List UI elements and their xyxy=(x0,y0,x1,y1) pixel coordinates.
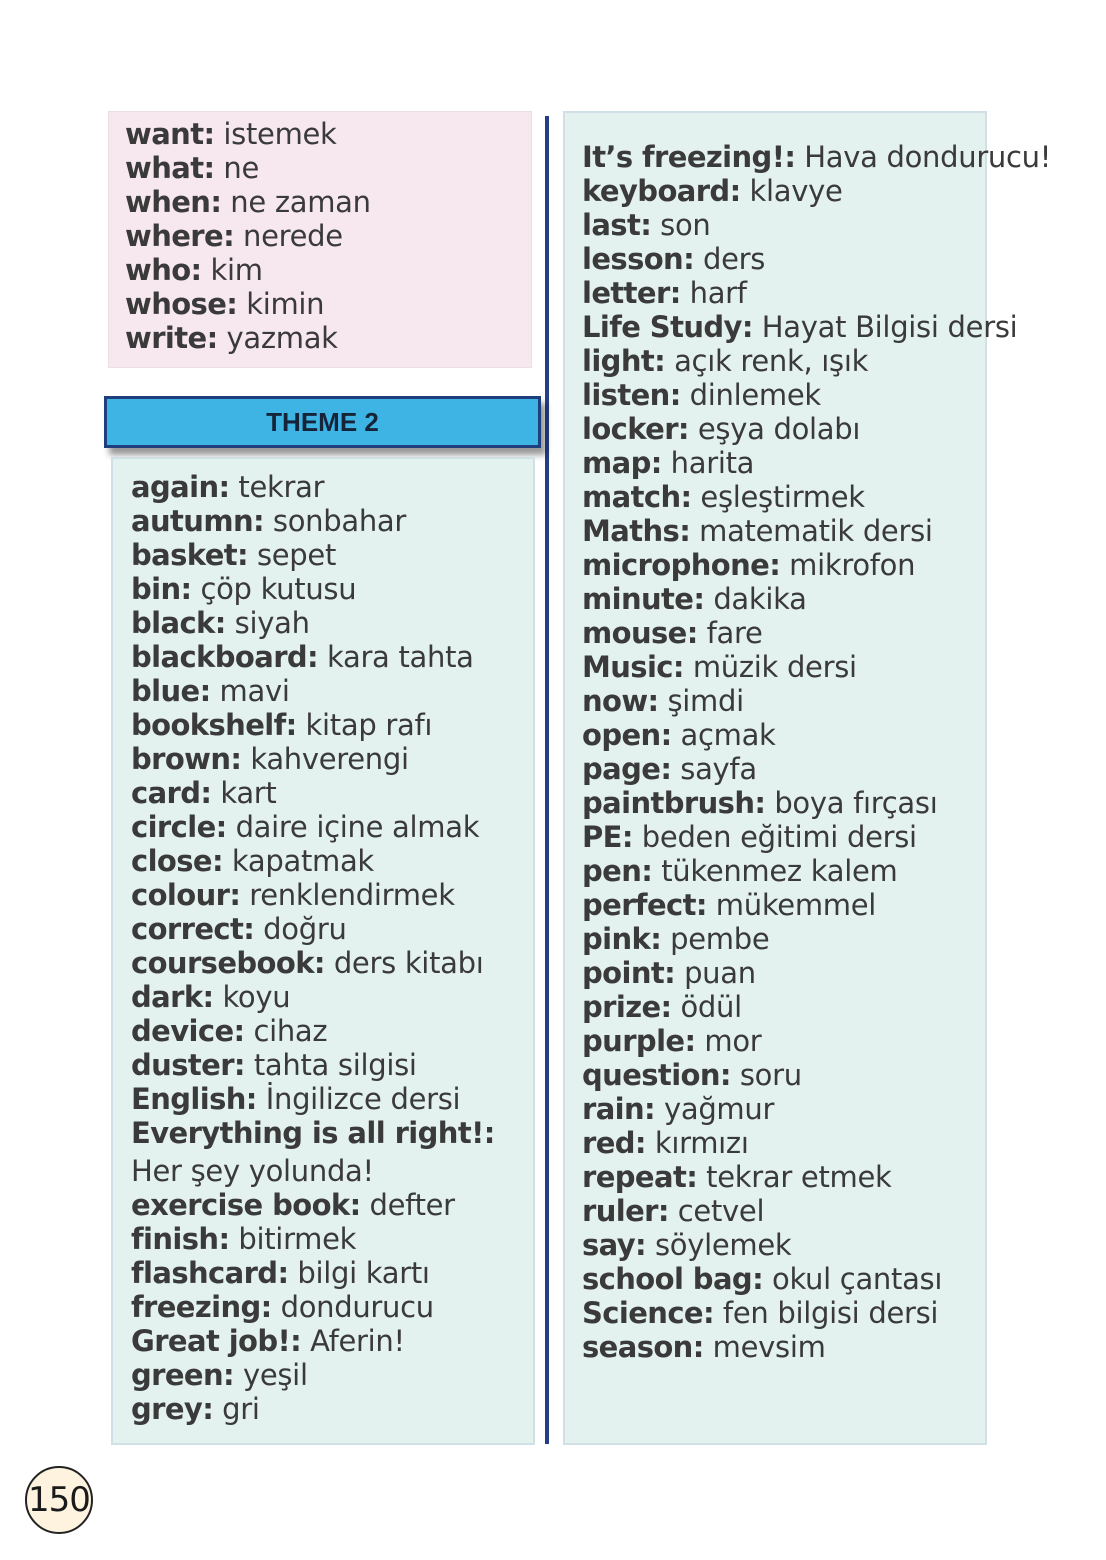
vocab-entry xyxy=(582,1092,985,1126)
vocab-meaning: mikrofon xyxy=(789,548,916,582)
vocab-meaning: defter xyxy=(369,1188,455,1222)
vocab-entry xyxy=(582,242,985,276)
vocab-meaning: açmak xyxy=(680,718,776,752)
vocab-meaning: renklendirmek xyxy=(249,878,455,912)
vocab-entry xyxy=(131,1392,533,1426)
vocab-word: red: xyxy=(582,1126,646,1160)
vocab-meaning: mükemmel xyxy=(715,888,877,922)
right-vocabulary-box xyxy=(563,111,1052,1445)
vocab-word: black: xyxy=(131,606,226,640)
vocab-entry xyxy=(582,820,985,854)
vocab-meaning: mor xyxy=(704,1024,762,1058)
vocab-meaning: fare xyxy=(706,616,763,650)
vocab-word: want: xyxy=(125,117,215,151)
vocab-meaning: açık renk, ışık xyxy=(674,344,869,378)
vocab-word: brown: xyxy=(131,742,242,776)
vocab-entry xyxy=(125,117,531,151)
vocab-word: now: xyxy=(582,684,659,718)
vocab-word: write: xyxy=(125,321,218,355)
vocab-entry xyxy=(131,504,533,538)
vocab-meaning: tahta silgisi xyxy=(253,1048,417,1082)
vocab-word: English: xyxy=(131,1082,257,1116)
vocab-meaning: kapatmak xyxy=(231,844,374,878)
vocab-meaning: İngilizce dersi xyxy=(265,1082,461,1116)
vocab-word: microphone: xyxy=(582,548,781,582)
vocab-meaning: gri xyxy=(222,1392,260,1426)
vocab-word: lesson: xyxy=(582,242,695,276)
vocab-entry xyxy=(131,1358,533,1392)
vocab-word: card: xyxy=(131,776,212,810)
vocab-meaning: kim xyxy=(210,253,263,287)
vocab-meaning: tükenmez kalem xyxy=(661,854,898,888)
vocab-entry xyxy=(131,946,533,980)
vocab-entry xyxy=(582,344,985,378)
vocab-entry xyxy=(582,1228,985,1262)
vocab-word: pen: xyxy=(582,854,653,888)
vocab-entry xyxy=(131,1082,533,1116)
vocab-word: device: xyxy=(131,1014,245,1048)
vocab-word: autumn: xyxy=(131,504,264,538)
vocab-word: exercise book: xyxy=(131,1188,361,1222)
vocab-word: correct: xyxy=(131,912,255,946)
vocab-word: light: xyxy=(582,344,666,378)
vocab-word: map: xyxy=(582,446,662,480)
vocab-meaning: sayfa xyxy=(680,752,757,786)
vocab-meaning: Hayat Bilgisi dersi xyxy=(761,310,1018,344)
vocab-meaning: kitap rafı xyxy=(305,708,433,742)
vocab-word: Music: xyxy=(582,650,684,684)
vocab-meaning: tekrar etmek xyxy=(706,1160,892,1194)
vocab-word: where: xyxy=(125,219,235,253)
vocab-word: school bag: xyxy=(582,1262,764,1296)
vocab-entry xyxy=(131,980,533,1014)
vocab-word: minute: xyxy=(582,582,705,616)
vocab-entry xyxy=(131,606,533,640)
vocab-meaning: mevsim xyxy=(712,1330,826,1364)
vocab-entry xyxy=(125,287,531,321)
vocab-entry xyxy=(582,718,985,752)
vocab-entry xyxy=(582,1024,985,1058)
vocab-word: last: xyxy=(582,208,652,242)
vocab-word: when: xyxy=(125,185,222,219)
vocab-entry xyxy=(582,616,985,650)
vocab-entry xyxy=(582,140,1052,174)
vocab-word: Life Study: xyxy=(582,310,753,344)
vocab-entry xyxy=(131,742,533,776)
vocab-word: season: xyxy=(582,1330,704,1364)
vocab-meaning: kahverengi xyxy=(250,742,409,776)
vocab-word: question: xyxy=(582,1058,731,1092)
vocab-entry xyxy=(582,990,985,1024)
vocab-meaning: dondurucu xyxy=(280,1290,434,1324)
theme2-vocabulary-list xyxy=(131,470,533,1426)
vocab-meaning: son xyxy=(660,208,711,242)
vocab-word: paintbrush: xyxy=(582,786,766,820)
vocab-entry xyxy=(131,878,533,912)
vocab-entry xyxy=(582,922,985,956)
vocab-meaning: harita xyxy=(670,446,755,480)
vocab-word: whose: xyxy=(125,287,238,321)
vocab-meaning: Her şey yolunda! xyxy=(131,1154,374,1188)
vocab-entry xyxy=(131,1014,533,1048)
vocab-word: finish: xyxy=(131,1222,230,1256)
vocab-word: point: xyxy=(582,956,676,990)
vocab-meaning: kart xyxy=(220,776,277,810)
vocab-meaning: fen bilgisi dersi xyxy=(722,1296,939,1330)
vocab-word: purple: xyxy=(582,1024,696,1058)
vocab-entry xyxy=(582,310,1018,344)
vocab-word: ruler: xyxy=(582,1194,669,1228)
vocab-entry xyxy=(131,1256,533,1290)
vocab-entry xyxy=(582,1126,985,1160)
vocab-entry xyxy=(582,684,985,718)
vocab-meaning: eşya dolabı xyxy=(697,412,861,446)
page-number: 150 xyxy=(28,1480,90,1520)
vocab-meaning: soru xyxy=(739,1058,802,1092)
vocab-word: letter: xyxy=(582,276,681,310)
vocab-word: again: xyxy=(131,470,230,504)
vocab-meaning: şimdi xyxy=(667,684,744,718)
vocab-meaning: cetvel xyxy=(677,1194,765,1228)
vocab-entry xyxy=(582,276,985,310)
vocab-entry xyxy=(131,708,533,742)
vocab-entry xyxy=(582,480,985,514)
vocab-entry xyxy=(131,1048,533,1082)
vocab-meaning: boya fırçası xyxy=(774,786,938,820)
vocab-meaning: Aferin! xyxy=(310,1324,405,1358)
vocab-meaning: sonbahar xyxy=(272,504,406,538)
vocab-meaning: koyu xyxy=(222,980,291,1014)
vocab-word: Great job!: xyxy=(131,1324,302,1358)
vocab-entry xyxy=(582,208,985,242)
vocab-meaning: okul çantası xyxy=(772,1262,943,1296)
top-vocabulary-box xyxy=(108,111,532,368)
vocab-meaning: dinlemek xyxy=(689,378,821,412)
vocab-entry xyxy=(582,548,985,582)
vocab-entry xyxy=(582,854,985,888)
vocab-word: prize: xyxy=(582,990,672,1024)
vocab-entry xyxy=(131,1222,533,1256)
vocab-meaning: beden eğitimi dersi xyxy=(641,820,917,854)
vocab-word: grey: xyxy=(131,1392,214,1426)
vocab-word: Maths: xyxy=(582,514,691,548)
vocab-word: close: xyxy=(131,844,223,878)
vocab-word: bin: xyxy=(131,572,192,606)
vocab-word: coursebook: xyxy=(131,946,325,980)
vocab-meaning: kara tahta xyxy=(326,640,474,674)
vocab-word: open: xyxy=(582,718,672,752)
vocab-meaning: matematik dersi xyxy=(699,514,933,548)
page-number-badge xyxy=(25,1466,93,1534)
vocab-entry xyxy=(582,1296,985,1330)
vocab-entry xyxy=(131,674,533,708)
vocab-word: flashcard: xyxy=(131,1256,289,1290)
vocab-word: circle: xyxy=(131,810,227,844)
vocab-word: who: xyxy=(125,253,202,287)
vocab-entry xyxy=(582,412,985,446)
vocab-meaning: söylemek xyxy=(654,1228,792,1262)
right-vocabulary-list xyxy=(582,140,1052,1364)
vocab-word: green: xyxy=(131,1358,235,1392)
vocab-meaning: nerede xyxy=(243,219,343,253)
vocab-entry xyxy=(582,1160,985,1194)
vocab-meaning: kimin xyxy=(246,287,325,321)
vocab-entry xyxy=(582,888,985,922)
vocab-word: PE: xyxy=(582,820,633,854)
vocab-entry xyxy=(131,1290,533,1324)
vocab-entry xyxy=(582,1330,985,1364)
vocab-entry xyxy=(582,514,985,548)
vocab-entry xyxy=(582,786,985,820)
vocab-word: blue: xyxy=(131,674,211,708)
vocab-entry xyxy=(582,1194,985,1228)
vocab-word: Science: xyxy=(582,1296,714,1330)
vocab-meaning: ne zaman xyxy=(230,185,371,219)
vocab-meaning: mavi xyxy=(219,674,290,708)
vocab-entry xyxy=(582,1058,985,1092)
vocab-meaning: Hava dondurucu! xyxy=(804,140,1052,174)
vocab-meaning: cihaz xyxy=(253,1014,328,1048)
vocab-meaning: yazmak xyxy=(226,321,338,355)
vocab-meaning: kırmızı xyxy=(654,1126,749,1160)
vocab-word: basket: xyxy=(131,538,249,572)
vocab-entry xyxy=(125,219,531,253)
vocab-word: keyboard: xyxy=(582,174,741,208)
vocab-word: locker: xyxy=(582,412,689,446)
vocab-meaning: ödül xyxy=(680,990,742,1024)
vocab-entry xyxy=(131,810,533,844)
vocab-entry xyxy=(582,378,985,412)
vocab-meaning: dakika xyxy=(713,582,807,616)
vocab-meaning: çöp kutusu xyxy=(200,572,357,606)
vocab-meaning: bilgi kartı xyxy=(297,1256,430,1290)
vocab-meaning: siyah xyxy=(234,606,310,640)
vocab-word: mouse: xyxy=(582,616,698,650)
vocab-meaning: ne xyxy=(223,151,260,185)
vocab-entry xyxy=(582,650,985,684)
vocab-word: what: xyxy=(125,151,215,185)
vocab-meaning: bitirmek xyxy=(238,1222,357,1256)
vocab-word: It’s freezing!: xyxy=(582,140,796,174)
vocab-meaning: puan xyxy=(684,956,756,990)
vocab-meaning: ders xyxy=(703,242,766,276)
vocab-meaning: harf xyxy=(689,276,747,310)
vocab-entry xyxy=(125,321,531,355)
vocab-entry xyxy=(131,572,533,606)
vocab-word: freezing: xyxy=(131,1290,272,1324)
vocab-entry xyxy=(131,1324,533,1358)
vocab-entry xyxy=(125,253,531,287)
vocab-meaning: istemek xyxy=(223,117,337,151)
vocab-entry xyxy=(131,640,533,674)
vocab-entry xyxy=(582,446,985,480)
vocab-meaning: pembe xyxy=(670,922,770,956)
vocab-word: dark: xyxy=(131,980,214,1014)
theme2-vocabulary-box xyxy=(111,457,535,1445)
vocab-entry xyxy=(131,538,533,572)
vocab-entry xyxy=(131,470,533,504)
vocab-entry xyxy=(125,151,531,185)
theme-banner xyxy=(104,396,541,448)
vocab-word: pink: xyxy=(582,922,662,956)
vocab-word: repeat: xyxy=(582,1160,698,1194)
vocab-entry xyxy=(131,1188,533,1222)
vocab-entry xyxy=(582,752,985,786)
vocab-word: bookshelf: xyxy=(131,708,297,742)
vocab-meaning: doğru xyxy=(263,912,347,946)
vocab-word: colour: xyxy=(131,878,241,912)
vocab-entry xyxy=(582,582,985,616)
vocab-word: listen: xyxy=(582,378,681,412)
top-vocabulary-list xyxy=(125,117,531,355)
vocab-entry xyxy=(131,844,533,878)
vocab-word: perfect: xyxy=(582,888,707,922)
vocab-entry xyxy=(131,912,533,946)
vocab-meaning: eşleştirmek xyxy=(700,480,865,514)
vocab-word: page: xyxy=(582,752,672,786)
vocab-entry xyxy=(131,776,533,810)
vocab-meaning: sepet xyxy=(256,538,337,572)
vocab-entry xyxy=(582,1262,985,1296)
vocab-word: match: xyxy=(582,480,692,514)
vocab-meaning: tekrar xyxy=(238,470,325,504)
vocab-meaning: yağmur xyxy=(663,1092,775,1126)
vocab-entry xyxy=(582,956,985,990)
vocab-meaning: ders kitabı xyxy=(333,946,484,980)
vocab-word: duster: xyxy=(131,1048,245,1082)
vocab-entry xyxy=(125,185,531,219)
vocab-word: Everything is all right!: xyxy=(131,1116,495,1150)
column-divider xyxy=(545,116,549,1444)
vocab-entry xyxy=(582,174,985,208)
theme-label: THEME 2 xyxy=(266,406,379,437)
vocab-word: say: xyxy=(582,1228,647,1262)
vocab-entry xyxy=(131,1116,533,1188)
vocab-meaning: müzik dersi xyxy=(692,650,857,684)
vocab-meaning: klavye xyxy=(749,174,843,208)
vocab-meaning: yeşil xyxy=(242,1358,308,1392)
vocab-word: rain: xyxy=(582,1092,656,1126)
vocab-meaning: daire içine almak xyxy=(235,810,480,844)
vocab-word: blackboard: xyxy=(131,640,319,674)
